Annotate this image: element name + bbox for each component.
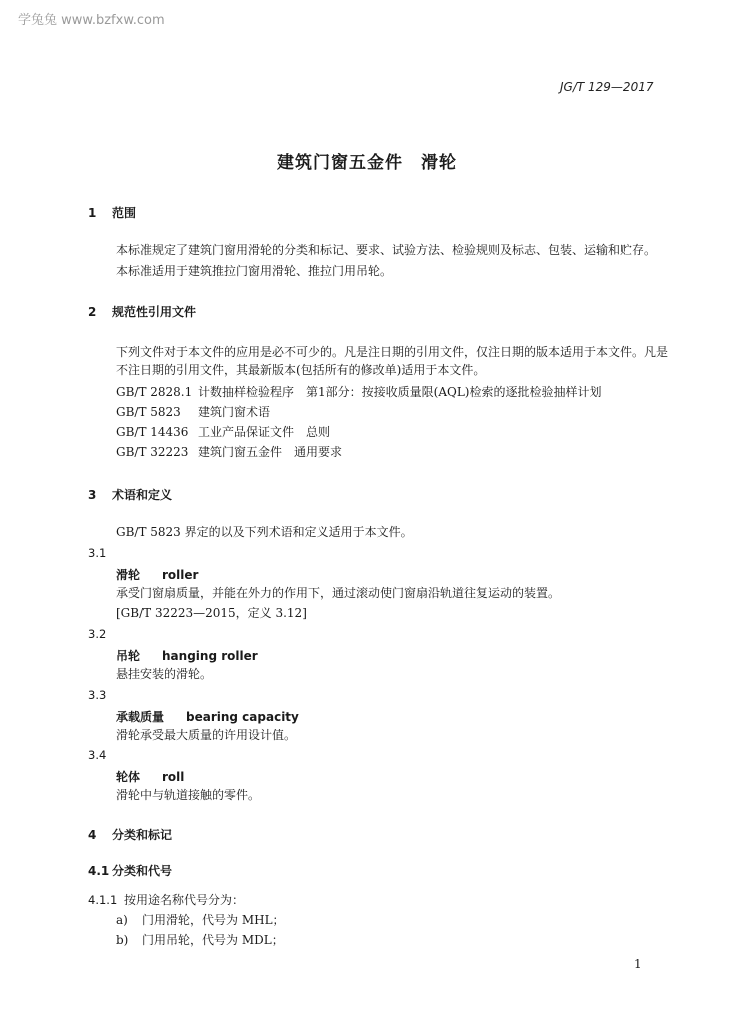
- section-1-heading: [88, 204, 136, 221]
- section-title: 术语和定义: [112, 488, 173, 502]
- reference-item: [116, 443, 342, 461]
- reference-code: GB/T 5823: [116, 405, 181, 419]
- document-number: JG/T 129—2017: [560, 80, 654, 94]
- subsection-number: 4.1: [88, 864, 110, 878]
- reference-item: [116, 423, 330, 441]
- list-marker: b): [116, 933, 129, 947]
- list-marker: a): [116, 913, 128, 927]
- subsection-title: 分类和代号: [112, 864, 173, 878]
- reference-name: 工业产品保证文件 总则: [198, 425, 331, 439]
- section-title: 规范性引用文件: [112, 305, 197, 319]
- section-number: 3: [88, 488, 97, 502]
- term-heading: [116, 647, 258, 664]
- term-definition: 悬挂安装的滑轮。: [116, 667, 213, 681]
- term-zh: 滑轮: [116, 568, 141, 582]
- section-number: 1: [88, 206, 97, 220]
- list-text: 门用滑轮，代号为 MHL；: [142, 913, 285, 927]
- list-text: 门用吊轮，代号为 MDL；: [142, 933, 284, 947]
- section-3-heading: [88, 486, 172, 503]
- term-heading: [116, 768, 184, 785]
- term-definition: 滑轮承受最大质量的许用设计值。: [116, 728, 297, 742]
- section-number: 4: [88, 828, 97, 842]
- term-heading: [116, 566, 198, 583]
- term-zh: 承载质量: [116, 710, 165, 724]
- term-number: 3.3: [88, 688, 107, 702]
- list-item: [116, 911, 285, 929]
- term-source: [GB/T 32223—2015，定义 3.12]: [116, 606, 307, 620]
- term-definition: 滑轮中与轨道接触的零件。: [116, 788, 261, 802]
- term-en: roll: [162, 770, 185, 784]
- term-heading: [116, 708, 299, 725]
- page-number: 1: [634, 957, 642, 971]
- clause-text: 按用途名称代号分为：: [124, 893, 245, 907]
- reference-name: 建筑门窗术语: [198, 405, 271, 419]
- section-title: 分类和标记: [112, 828, 173, 842]
- subsection-heading: [88, 862, 172, 879]
- clause-number: 4.1.1: [88, 893, 118, 907]
- paragraph: GB/T 5823 界定的以及下列术语和定义适用于本文件。: [116, 525, 413, 539]
- reference-code: GB/T 32223: [116, 445, 189, 459]
- paragraph: 本标准适用于建筑推拉门窗用滑轮、推拉门用吊轮。: [116, 264, 393, 278]
- term-number: 3.1: [88, 546, 107, 560]
- watermark: 学兔兔 www.bzfxw.com: [18, 13, 165, 28]
- reference-code: GB/T 14436: [116, 425, 189, 439]
- term-definition: 承受门窗扇质量，并能在外力的作用下，通过滚动使门窗扇沿轨道往复运动的装置。: [116, 586, 561, 600]
- paragraph: 下列文件对于本文件的应用是必不可少的。凡是注日期的引用文件，仅注日期的版本适用于本文件。凡是不注日期的引用文件，其最新版本(包括所有的修改单)适用于本文件。: [116, 345, 669, 377]
- term-en: bearing capacity: [186, 710, 299, 724]
- term-zh: 吊轮: [116, 649, 141, 663]
- reference-code: GB/T 2828.1: [116, 385, 193, 399]
- clause: [88, 891, 244, 909]
- section-2-heading: [88, 303, 196, 320]
- term-number: 3.2: [88, 627, 107, 641]
- section-number: 2: [88, 305, 97, 319]
- term-en: hanging roller: [162, 649, 258, 663]
- page-title: 建筑门窗五金件 滑轮: [277, 153, 457, 173]
- section-4-heading: [88, 826, 172, 843]
- list-item: [116, 931, 284, 949]
- term-number: 3.4: [88, 748, 107, 762]
- term-en: roller: [162, 568, 199, 582]
- term-zh: 轮体: [116, 770, 141, 784]
- paragraph: 本标准规定了建筑门窗用滑轮的分类和标记、要求、试验方法、检验规则及标志、包装、运输和贮存。: [116, 243, 657, 257]
- section-title: 范围: [112, 206, 137, 220]
- reference-item: [116, 403, 270, 421]
- reference-item: [116, 383, 601, 401]
- reference-name: 计数抽样检验程序 第1部分：按接收质量限(AQL)检索的逐批检验抽样计划: [198, 385, 602, 399]
- reference-name: 建筑门窗五金件 通用要求: [198, 445, 343, 459]
